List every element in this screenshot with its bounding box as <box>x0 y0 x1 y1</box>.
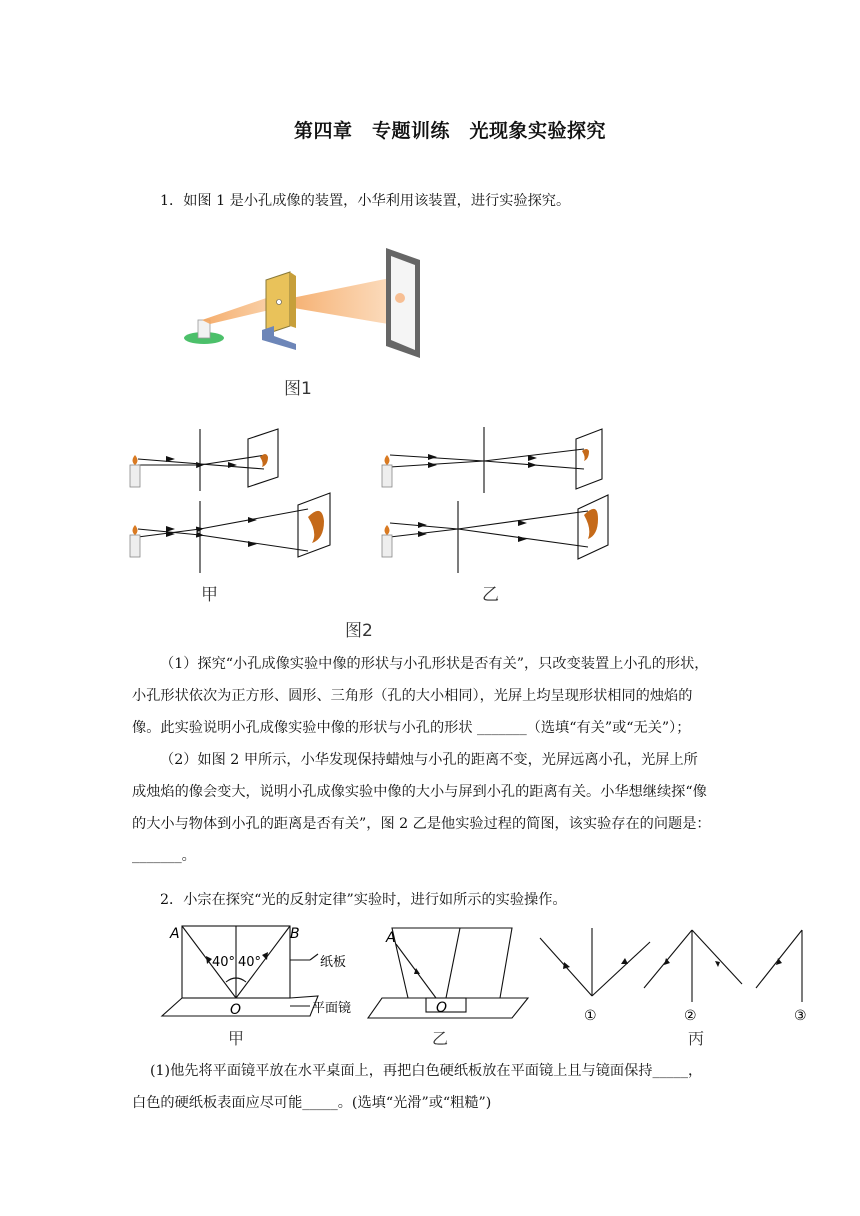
figure-1-label: 图1 <box>284 379 312 399</box>
q1-intro: 1．如图 1 是小孔成像的装置，小华利用该装置，进行实验探究。 <box>160 193 571 209</box>
q1-p2-line4: _______。 <box>132 848 196 864</box>
candle-icon <box>130 455 392 557</box>
figure-2-label-yi: 乙 <box>482 585 499 605</box>
page-title: 第四章 专题训练 光现象实验探究 <box>293 120 606 142</box>
q1-p2-line1: （2）如图 2 甲所示，小华发现保持蜡烛与小孔的距离不变，光屏远离小孔，光屏上所 <box>160 752 698 768</box>
q1-p1-line1: （1）探究“小孔成像实验中像的形状与小孔形状是否有关”，只改变装置上小孔的形状， <box>160 656 709 672</box>
figure-1-pinhole-apparatus <box>178 240 438 370</box>
q2-label-yi: 乙 <box>432 1029 449 1048</box>
label-o: O <box>230 1002 242 1018</box>
label-a: A <box>170 926 180 942</box>
yi-label-a: A <box>386 930 396 946</box>
q2-p1-line1: (1)他先将平面镜平放在水平桌面上，再把白色硬纸板放在平面镜上且与镜面保持_____， <box>150 1063 703 1079</box>
q1-p1-line3: 像。此实验说明小孔成像实验中像的形状与小孔的形状 _______（选填“有关”或“无关”）； <box>132 720 691 736</box>
figure-q2-reflection <box>160 922 820 1032</box>
pinhole-icon <box>277 300 282 305</box>
q1-p2-line2: 成烛焰的像会变大，说明小孔成像实验中像的大小与屏到小孔的距离有关。小华想继续探“像 <box>132 784 707 800</box>
q1-p1-line2: 小孔形状依次为正方形、圆形、三角形（孔的大小相同），光屏上均呈现形状相同的烛焰的 <box>132 688 693 704</box>
figure-2-label: 图2 <box>345 621 373 641</box>
figure-2-label-jia: 甲 <box>201 585 218 605</box>
angle-2: 40° <box>238 955 262 970</box>
q1-p2-line3: 的大小与物体到小孔的距离是否有关”，图 2 乙是他实验过程的简图，该实验存在的问题是： <box>132 816 711 832</box>
q2-p1-line2: 白色的硬纸板表面应尽可能_____。(选填“光滑”或“粗糙”) <box>132 1095 492 1111</box>
q2-label-bing: 丙 <box>688 1029 705 1048</box>
label-n3: ③ <box>794 1008 807 1024</box>
label-n1: ① <box>584 1008 597 1024</box>
label-b: B <box>290 926 300 942</box>
yi-label-o: O <box>436 1000 448 1016</box>
label-n2: ② <box>684 1008 697 1024</box>
q2-label-jia: 甲 <box>228 1029 245 1048</box>
label-board: 纸板 <box>320 955 347 970</box>
angle-1: 40° <box>212 955 236 970</box>
label-mirror: 平面镜 <box>312 1001 352 1016</box>
q2-intro: 2．小宗在探究“光的反射定律”实验时，进行如所示的实验操作。 <box>160 892 567 908</box>
figure-2-ray-diagrams <box>128 425 618 575</box>
